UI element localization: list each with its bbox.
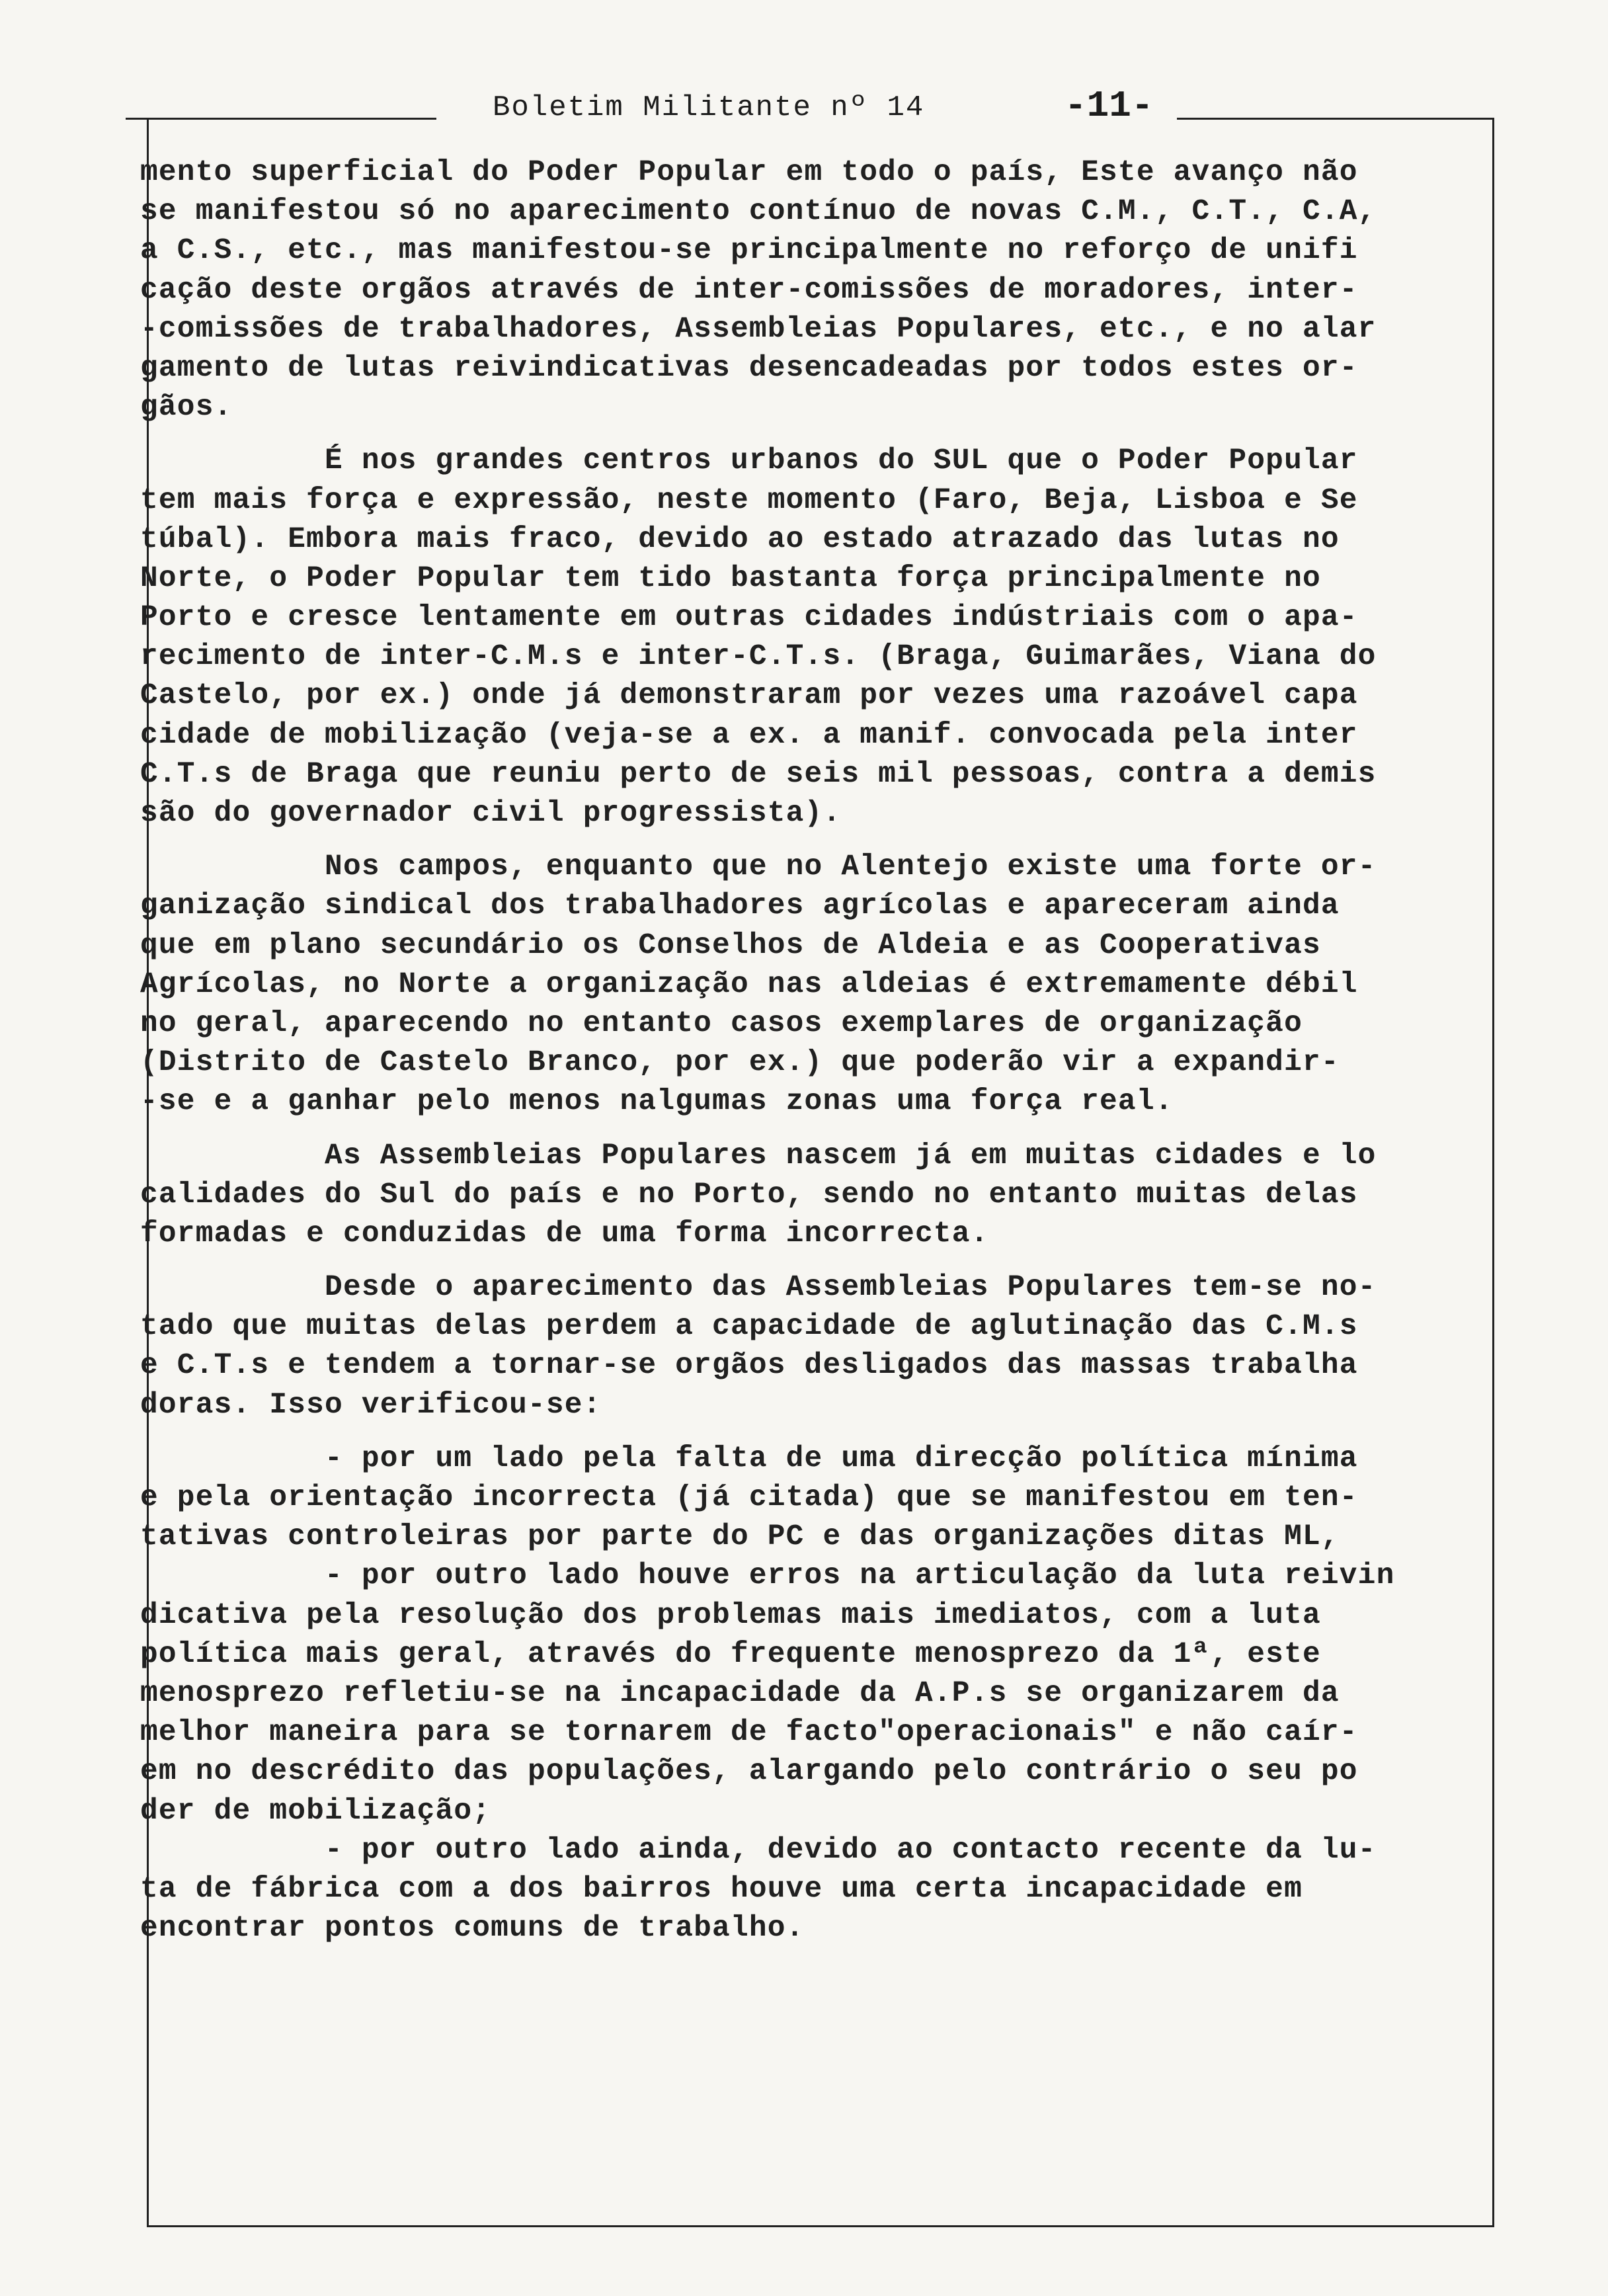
text-line: - por um lado pela falta de uma direcção política mínima <box>140 1442 1358 1475</box>
paragraph-gap <box>140 1122 1489 1137</box>
text-line: no geral, aparecendo no entanto casos exemplares de organização <box>140 1006 1303 1040</box>
paragraph <box>140 442 1489 833</box>
text-line: encontrar pontos comuns de trabalho. <box>140 1912 805 1946</box>
paragraph <box>140 153 1489 427</box>
text-line: gamento de lutas reivindicativas desencadeadas por todos estes or- <box>140 351 1358 385</box>
text-line: Norte, o Poder Popular tem tido bastanta força principalmente no <box>140 561 1321 595</box>
text-line: ta de fábrica com a dos bairros houve uma certa incapacidade em <box>140 1872 1303 1906</box>
paragraph-gap <box>140 427 1489 442</box>
text-line: túbal). Embora mais fraco, devido ao estado atrazado das lutas no <box>140 522 1340 556</box>
text-line: a C.S., etc., mas manifestou-se principalmente no reforço de unifi <box>140 234 1358 268</box>
text-line: C.T.s de Braga que reuniu perto de seis mil pessoas, contra a demis <box>140 757 1377 791</box>
text-line: e pela orientação incorrecta (já citada) que se manifestou em ten- <box>140 1481 1358 1514</box>
text-line: tativas controleiras por parte do PC e das organizações ditas ML, <box>140 1520 1340 1554</box>
text-line: Nos campos, enquanto que no Alentejo existe uma forte or- <box>140 850 1377 884</box>
paragraph <box>140 1268 1489 1425</box>
text-line: que em plano secundário os Conselhos de Aldeia e as Cooperativas <box>140 928 1321 962</box>
text-line: calidades do Sul do país e no Porto, sendo no entanto muitas delas <box>140 1178 1358 1211</box>
text-line: se manifestou só no aparecimento contínuo de novas C.M., C.T., C.A, <box>140 195 1377 229</box>
text-line: -se e a ganhar pelo menos nalgumas zonas uma força real. <box>140 1085 1174 1119</box>
text-line: Porto e cresce lentamente em outras cidades indústriais com o apa- <box>140 601 1358 635</box>
text-line: tado que muitas delas perdem a capacidade de aglutinação das C.M.s <box>140 1310 1358 1344</box>
paragraph <box>140 1137 1489 1254</box>
text-line: cação deste orgãos através de inter-comissões de moradores, inter- <box>140 273 1358 307</box>
paragraph <box>140 1440 1489 1948</box>
text-line: der de mobilização; <box>140 1794 491 1828</box>
text-line: Agrícolas, no Norte a organização nas aldeias é extremamente débil <box>140 967 1358 1001</box>
text-line: -comissões de trabalhadores, Assembleias Populares, etc., e no alar <box>140 312 1377 346</box>
text-line: melhor maneira para se tornarem de facto"operacionais" e não caír- <box>140 1716 1358 1750</box>
text-line: formadas e conduzidas de uma forma incorrecta. <box>140 1217 989 1250</box>
text-line: ganização sindical dos trabalhadores agrícolas e apareceram ainda <box>140 889 1340 923</box>
text-line: Desde o aparecimento das Assembleias Populares tem-se no- <box>140 1271 1377 1305</box>
paragraph-gap <box>140 1425 1489 1440</box>
paragraph-gap <box>140 833 1489 848</box>
text-line: gãos. <box>140 391 233 425</box>
text-line: recimento de inter-C.M.s e inter-C.T.s. (Braga, Guimarães, Viana do <box>140 640 1377 674</box>
document-body <box>140 153 1489 1948</box>
text-line: As Assembleias Populares nascem já em muitas cidades e lo <box>140 1139 1377 1172</box>
text-line: doras. Isso verificou-se: <box>140 1388 602 1422</box>
text-line: É nos grandes centros urbanos do SUL que o Poder Popular <box>140 444 1358 478</box>
text-line: cidade de mobilização (veja-se a ex. a manif. convocada pela inter <box>140 718 1358 752</box>
text-line: - por outro lado houve erros na articulação da luta reivin <box>140 1559 1395 1593</box>
text-line: são do governador civil progressista). <box>140 797 842 830</box>
text-line: dicativa pela resolução dos problemas mais imediatos, com a luta <box>140 1598 1321 1632</box>
text-line: menosprezo refletiu-se na incapacidade da A.P.s se organizarem da <box>140 1676 1340 1710</box>
header-title: Boletim Militante nº 14 <box>493 91 925 124</box>
text-line: e C.T.s e tendem a tornar-se orgãos desligados das massas trabalha <box>140 1349 1358 1383</box>
text-line: Castelo, por ex.) onde já demonstraram por vezes uma razoável capa <box>140 679 1358 713</box>
text-line: mento superficial do Poder Popular em todo o país, Este avanço não <box>140 156 1358 189</box>
text-line: em no descrédito das populações, alargando pelo contrário o seu po <box>140 1755 1358 1789</box>
page-number: -11- <box>1065 85 1154 127</box>
text-line: - por outro lado ainda, devido ao contacto recente da lu- <box>140 1833 1377 1867</box>
paragraph-gap <box>140 1254 1489 1268</box>
paragraph <box>140 848 1489 1122</box>
text-line: (Distrito de Castelo Branco, por ex.) que poderão vir a expandir- <box>140 1046 1340 1080</box>
text-line: política mais geral, através do frequente menosprezo da 1ª, este <box>140 1637 1321 1671</box>
text-line: tem mais força e expressão, neste momento (Faro, Beja, Lisboa e Se <box>140 483 1358 517</box>
